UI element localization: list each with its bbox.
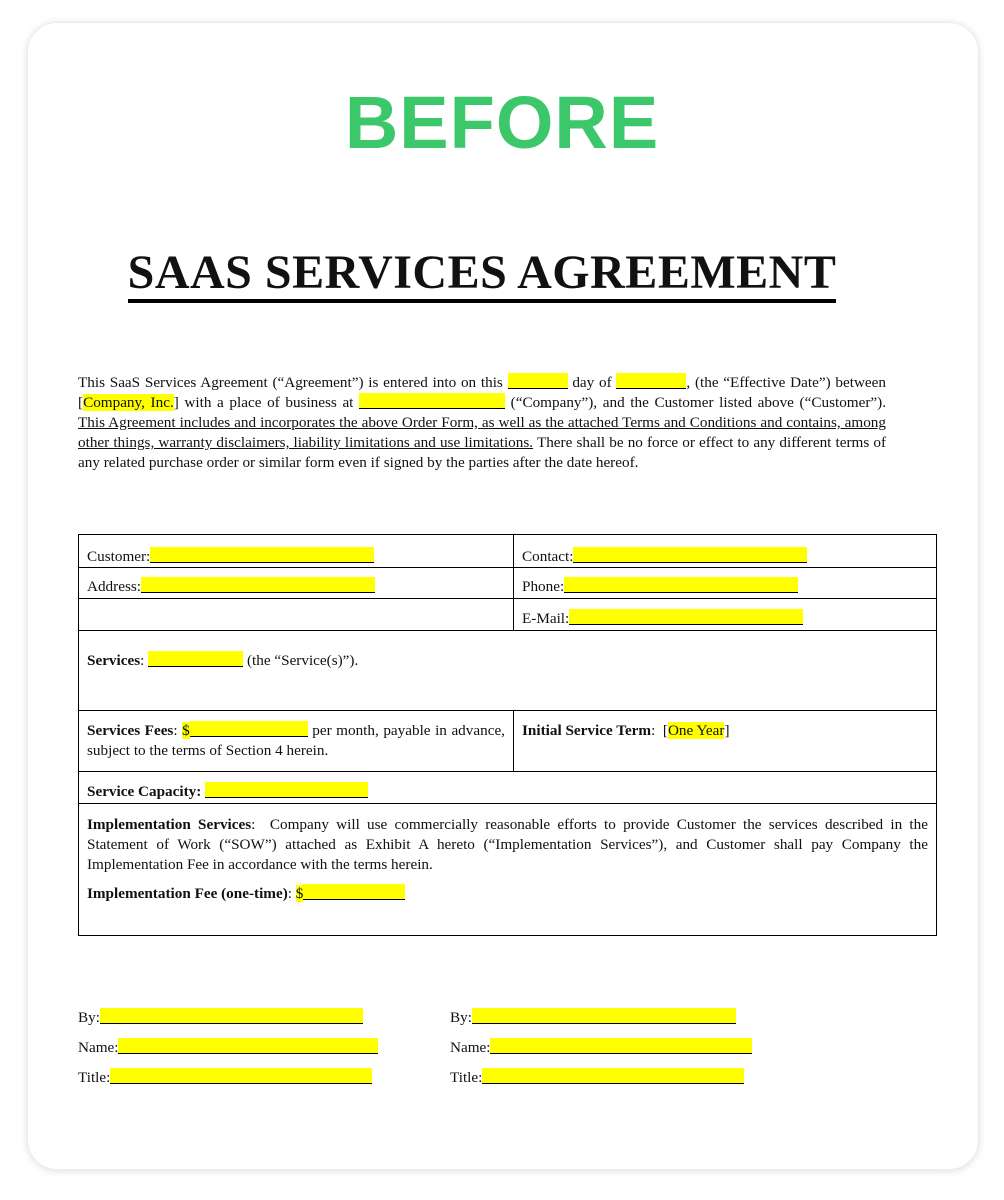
name-label: Name: (78, 1039, 119, 1056)
business-address-field[interactable] (359, 393, 505, 409)
implementation-fee-field[interactable] (303, 884, 405, 900)
fees-currency: $ (182, 722, 190, 739)
implementation-label: Implementation Services (87, 816, 252, 833)
service-capacity-label: Service Capacity: (87, 783, 202, 800)
services-fees-text: per month, payable in advance, subject to the terms of Section 4 herein. (87, 722, 505, 759)
email-cell (514, 599, 937, 631)
services-cell: Services: (the “Service(s)”). (79, 631, 937, 711)
services-field[interactable] (148, 651, 243, 667)
implementation-fee-label: Implementation Fee (one-time) (87, 885, 288, 902)
intro-underlined-text: This Agreement includes and incorporates the above Order Form, as well as the attached Terms and Conditions and contains, among other things, warranty disclaimers, liability limitations and use limitations. (78, 414, 886, 451)
title-field-left[interactable] (110, 1068, 372, 1084)
implementation-text: Company will use commercially reasonable efforts to provide Customer the services described in the Statement of Work (“SOW”) attached as Exhibit A hereto (“Implementation Services”), and Customer shall pay Company the Implementation Fee in accordance with the terms herein. (87, 816, 928, 873)
services-suffix: (the “Service(s)”). (246, 652, 359, 669)
implementation-fee-currency: $ (295, 885, 304, 902)
service-capacity-field[interactable] (205, 782, 368, 798)
customer-cell (79, 535, 514, 568)
implementation-cell: Implementation Services: Company will use commercially reasonable efforts to provide Customer the services described in the Statement of Work (“SOW”) attached as Exhibit A hereto (“Implementation Services”), and Customer shall pay Company the Implementation Fee in accordance with the terms herein. Implementation Fee (one-time): $ (79, 804, 937, 936)
name-field-right[interactable] (490, 1038, 752, 1054)
initial-term-cell: Initial Service Term: [One Year] (514, 711, 937, 772)
order-form-table (78, 534, 937, 936)
implementation-fee-line: Implementation Fee (one-time): $ (87, 884, 928, 904)
by-field-right[interactable] (472, 1008, 736, 1024)
customer-field[interactable] (150, 547, 374, 563)
initial-term-label: Initial Service Term (522, 722, 652, 739)
signature-block-right (450, 1008, 752, 1098)
phone-label: Phone: (522, 578, 565, 595)
date-day-field[interactable] (508, 373, 568, 389)
by-label: By: (450, 1009, 472, 1026)
title-label: Title: (450, 1069, 483, 1086)
address-label: Address: (87, 578, 141, 595)
services-fees-label: Services Fees (87, 722, 174, 739)
services-label: Services (87, 652, 141, 669)
empty-cell (79, 599, 514, 631)
service-capacity-cell (79, 772, 937, 804)
document-title-text: SAAS SERVICES AGREEMENT (128, 246, 837, 303)
services-fees-field[interactable] (190, 721, 308, 737)
address-field[interactable] (141, 577, 375, 593)
intro-text-4: ] with a place of business at (173, 394, 354, 411)
document-title (0, 246, 964, 300)
intro-text-6: There shall be no force or effect to any different terms of any related purchase order or similar form even if signed by the parties after the date hereof. (78, 434, 886, 471)
address-cell (79, 568, 514, 599)
intro-text-2: day of (572, 374, 612, 391)
phone-field[interactable] (564, 577, 798, 593)
before-label: BEFORE (344, 81, 660, 164)
contact-field[interactable] (573, 547, 807, 563)
intro-paragraph (78, 373, 886, 473)
initial-term-value[interactable]: One Year (667, 722, 725, 739)
name-label: Name: (450, 1039, 491, 1056)
title-field-right[interactable] (482, 1068, 744, 1084)
company-name-field[interactable]: Company, Inc. (83, 394, 174, 411)
customer-label: Customer: (87, 548, 151, 565)
signature-block-left (78, 1008, 378, 1098)
services-fees-cell: Services Fees: $ per month, payable in advance, subject to the terms of Section 4 herein. (79, 711, 514, 772)
by-label: By: (78, 1009, 100, 1026)
date-month-field[interactable] (616, 373, 686, 389)
email-field[interactable] (569, 609, 803, 625)
phone-cell (514, 568, 937, 599)
contact-label: Contact: (522, 548, 574, 565)
contact-cell (514, 535, 937, 568)
intro-text-3: , (the “Effective Date”) between [ (78, 374, 886, 411)
title-label: Title: (78, 1069, 111, 1086)
name-field-left[interactable] (118, 1038, 378, 1054)
intro-text-1: This SaaS Services Agreement (“Agreement”) is entered into on this (78, 374, 503, 391)
email-label: E-Mail: (522, 610, 570, 627)
intro-text-5: (“Company”), and the Customer listed above (“Customer”). (510, 394, 887, 411)
by-field-left[interactable] (100, 1008, 363, 1024)
